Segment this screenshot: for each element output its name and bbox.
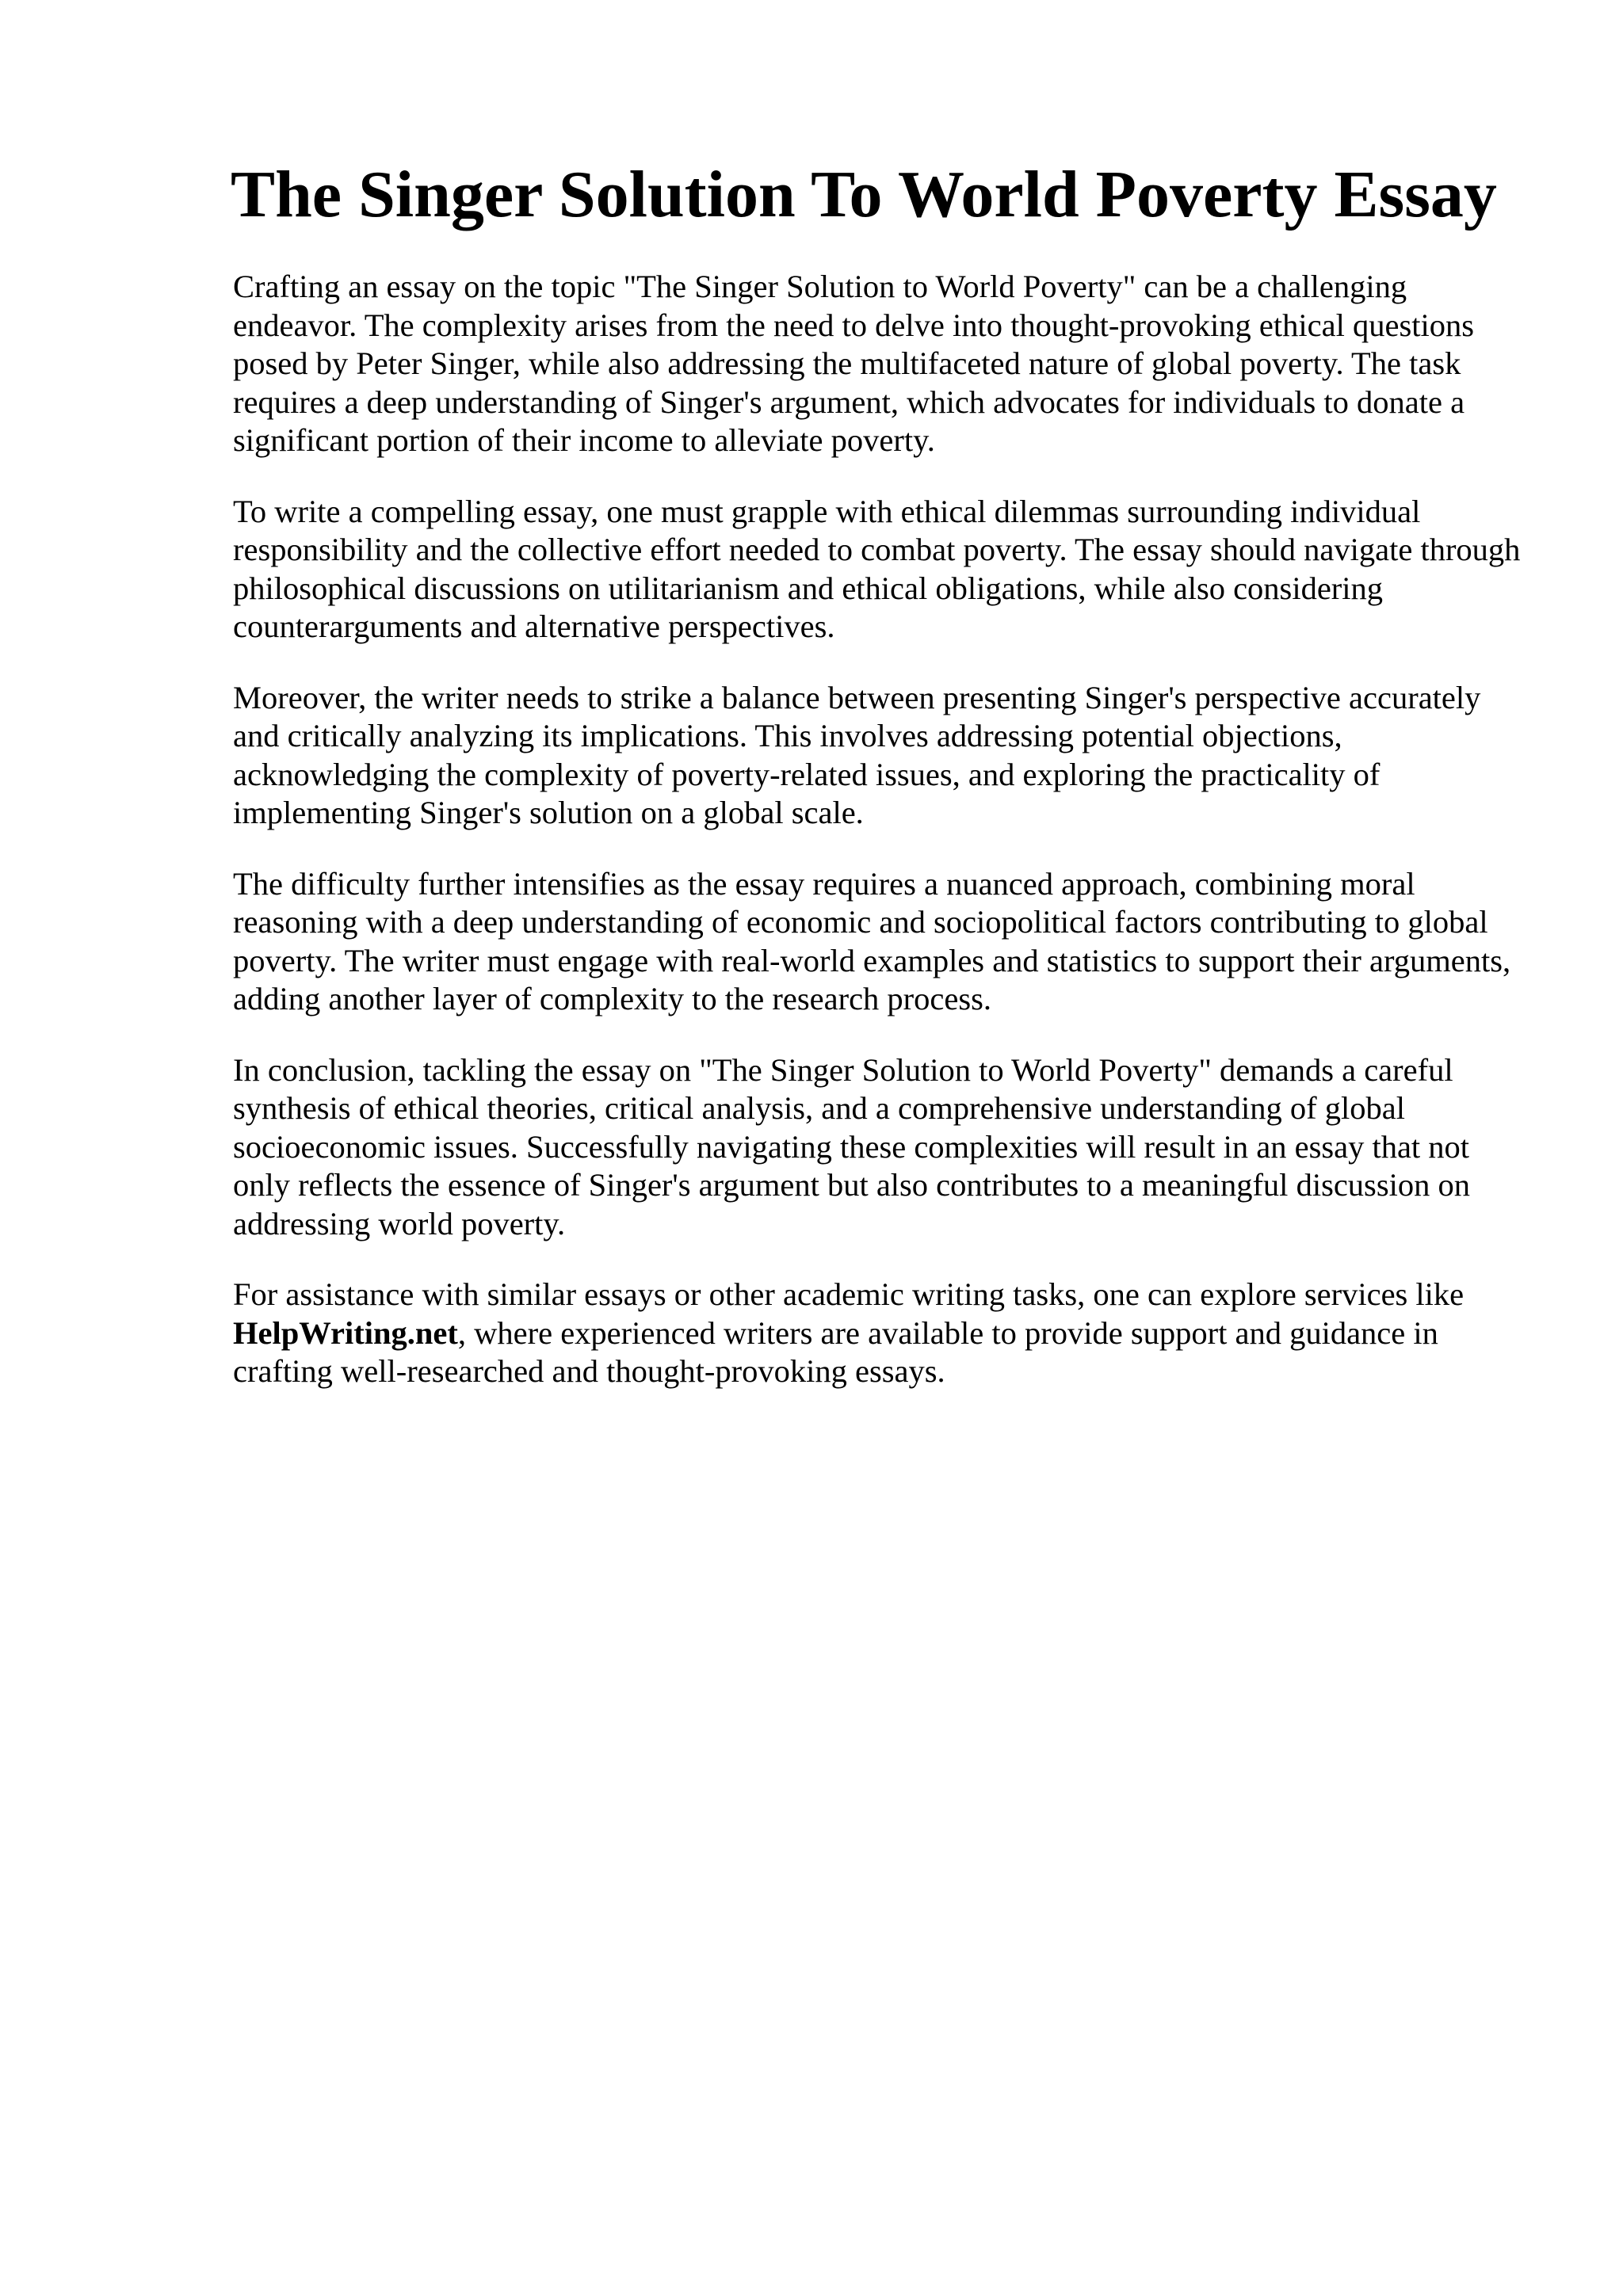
closing-text-before: For assistance with similar essays or other academic writing tasks, one can explore services like — [233, 1276, 1465, 1312]
document-body — [233, 268, 1533, 1424]
document-title: The Singer Solution To World Poverty Essay — [231, 158, 1497, 231]
paragraph-balance: Moreover, the writer needs to strike a balance between presenting Singer's perspective accurately and critically analyzing its implications. This involves addressing potential objections, acknowledging the complexity of poverty-related issues, and exploring the practicality of implementing Singer's solution on a global scale. — [233, 679, 1481, 830]
paragraph-intro: Crafting an essay on the topic "The Singer Solution to World Poverty" can be a challenging endeavor. The complexity arises from the need to delve into thought-provoking ethical questions posed by Peter Singer, while also addressing the multifaceted nature of global poverty. The task requires a deep understanding of Singer's argument, which advocates for individuals to donate a significant portion of their income to alleviate poverty. — [233, 269, 1474, 458]
paragraph-closing — [233, 1276, 1533, 1391]
paragraph-compelling-essay: To write a compelling essay, one must grapple with ethical dilemmas surrounding individual responsibility and the collective effort needed to combat poverty. The essay should navigate through philosophical discussions on utilitarianism and ethical obligations, while also considering counterarguments and alternative perspectives. — [233, 493, 1521, 644]
closing-text-after: , where experienced writers are available to provide support and guidance in crafting well-researched and thought-provoking essays. — [233, 1314, 1438, 1389]
brand-link[interactable]: HelpWriting.net — [233, 1314, 458, 1351]
paragraph-conclusion: In conclusion, tackling the essay on "The Singer Solution to World Poverty" demands a careful synthesis of ethical theories, critical analysis, and a comprehensive understanding of global socioeconomic issues. Successfully navigating these complexities will result in an essay that not only reflects the essence of Singer's argument but also contributes to a meaningful discussion on addressing world poverty. — [233, 1051, 1470, 1241]
paragraph-difficulty: The difficulty further intensifies as the essay requires a nuanced approach, combining moral reasoning with a deep understanding of economic and sociopolitical factors contributing to global poverty. The writer must engage with real-world examples and statistics to support their arguments, adding another layer of complexity to the research process. — [233, 865, 1511, 1016]
